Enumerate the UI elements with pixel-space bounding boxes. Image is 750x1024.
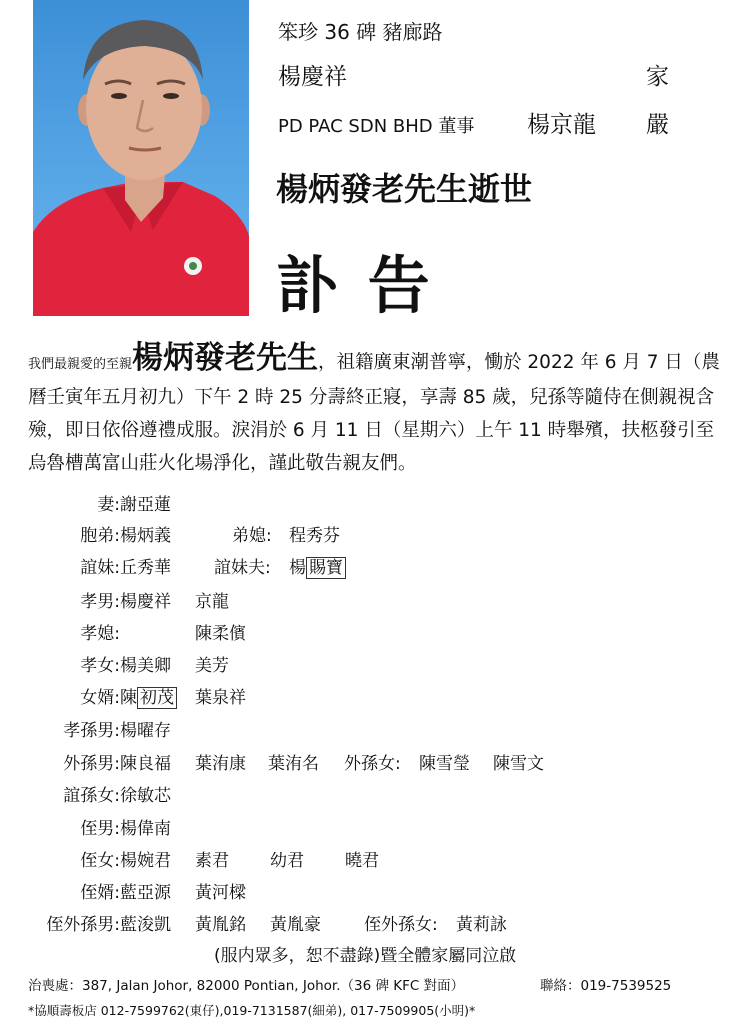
niece-ext-grandson-2: 黃胤銘 [195, 915, 246, 935]
niece-4: 曉君 [345, 851, 379, 871]
god-sister-name: 丘秀華 [120, 558, 171, 578]
closing-line: (服内眾多，恕不盡錄)暨全體家屬同泣啟 [214, 946, 517, 966]
son-name-1: 楊慶祥 [120, 592, 171, 612]
label-daughter-in-law: 孝媳: [80, 624, 120, 644]
niece-husband-1: 藍亞源 [120, 883, 171, 903]
ext-granddaughter-2: 陳雪文 [493, 754, 544, 774]
contact-number: 聯絡：019-7539525 [540, 978, 672, 994]
sister-in-law-name: 程秀芬 [289, 526, 340, 546]
label-sons: 孝男: [80, 592, 120, 612]
niece-ext-grandson-1: 藍浚凱 [120, 915, 171, 935]
funeral-venue: 治喪處：387, Jalan Johor, 82000 Pontian, Johor.（36 碑 KFC 對面） [28, 978, 465, 994]
label-ext-grandsons: 外孫男: [63, 754, 120, 774]
label-niece-ext-granddaughters: 侄外孫女: [364, 915, 438, 935]
funeral-parlor: *協順壽板店 012-7599762(東仔),019-7131587(細弟), 017-7509905(小明)* [28, 1003, 476, 1018]
label-nieces: 侄女: [80, 851, 120, 871]
god-granddaughter-name: 徐敏芯 [120, 786, 171, 806]
niece-husband-2: 黃河樑 [195, 883, 246, 903]
company-title: PD PAC SDN BHD 董事 [278, 116, 475, 137]
niece-2: 素君 [195, 851, 229, 871]
label-god-granddaughter: 誼孫女: [63, 786, 120, 806]
family-name-2: 楊京龍 [527, 112, 596, 138]
son-in-law-name-2: 葉泉祥 [195, 688, 246, 708]
ext-granddaughter-1: 陳雪瑩 [419, 754, 470, 774]
son-name-2: 京龍 [195, 592, 229, 612]
wife-name: 謝亞蓮 [120, 495, 171, 515]
daughter-name-1: 楊美卿 [120, 656, 171, 676]
label-niece-husbands: 侄婿: [80, 883, 120, 903]
daughter-name-2: 美芳 [195, 656, 229, 676]
label-god-sister: 誼妹: [80, 558, 120, 578]
grandson-name: 楊曜存 [120, 721, 171, 741]
label-sons-in-law: 女婿: [80, 688, 120, 708]
family-suffix-2: 嚴 [646, 112, 669, 138]
portrait-illustration [33, 0, 249, 316]
niece-ext-grandson-3: 黃胤豪 [270, 915, 321, 935]
label-niece-ext-grandsons: 侄外孫男: [46, 915, 120, 935]
label-daughters: 孝女: [80, 656, 120, 676]
label-ext-granddaughters: 外孫女: [344, 754, 401, 774]
headline: 楊炳發老先生逝世 [276, 170, 533, 208]
brother-name: 楊炳義 [120, 526, 171, 546]
daughter-in-law-name: 陳柔儐 [195, 624, 246, 644]
label-wife: 妻: [97, 495, 120, 515]
god-sister-husband-name: 楊 賜寶 [289, 560, 346, 577]
label-brother: 胞弟: [80, 526, 120, 546]
family-name-1: 楊慶祥 [278, 64, 347, 90]
ext-grandson-1: 陳良福 [120, 754, 171, 774]
label-god-sister-husband: 誼妹夫: [214, 558, 271, 578]
page-title: 訃 告 [276, 249, 434, 322]
address-line: 笨珍 36 碑 豬廊路 [278, 20, 443, 44]
intro-body: ，祖籍廣東潮普寧，慟於 2022 年 6 月 7 日（農曆壬寅年五月初九）下午 2 時 25 分壽終正寢，享壽 85 歲，兒孫等隨侍在側親視含殮，即日依俗遵禮成服。淚涓於 6 月 11 日（星期六）上午 11 時舉殯，扶柩發引至烏魯槽萬富山莊火化場淨化，謹此敬告親友們。 [28, 352, 720, 474]
ext-grandson-2: 葉洧康 [195, 754, 246, 774]
ext-grandson-3: 葉洧名 [268, 754, 319, 774]
portrait-photo [33, 0, 249, 316]
label-grandson: 孝孫男: [63, 721, 120, 741]
family-suffix-1: 家 [646, 64, 669, 90]
label-nephew: 侄男: [80, 819, 120, 839]
niece-3: 幼君 [270, 851, 304, 871]
son-in-law-name-1: 陳 初茂 [120, 690, 177, 707]
deceased-name: 楊炳發老先生 [132, 340, 319, 376]
niece-ext-granddaughter-1: 黃莉詠 [456, 915, 507, 935]
niece-1: 楊婉君 [120, 851, 171, 871]
nephew-name: 楊偉南 [120, 819, 171, 839]
label-sister-in-law: 弟媳: [232, 526, 272, 546]
intro-paragraph [28, 342, 728, 480]
intro-prefix: 我們最親愛的至親 [28, 357, 133, 372]
